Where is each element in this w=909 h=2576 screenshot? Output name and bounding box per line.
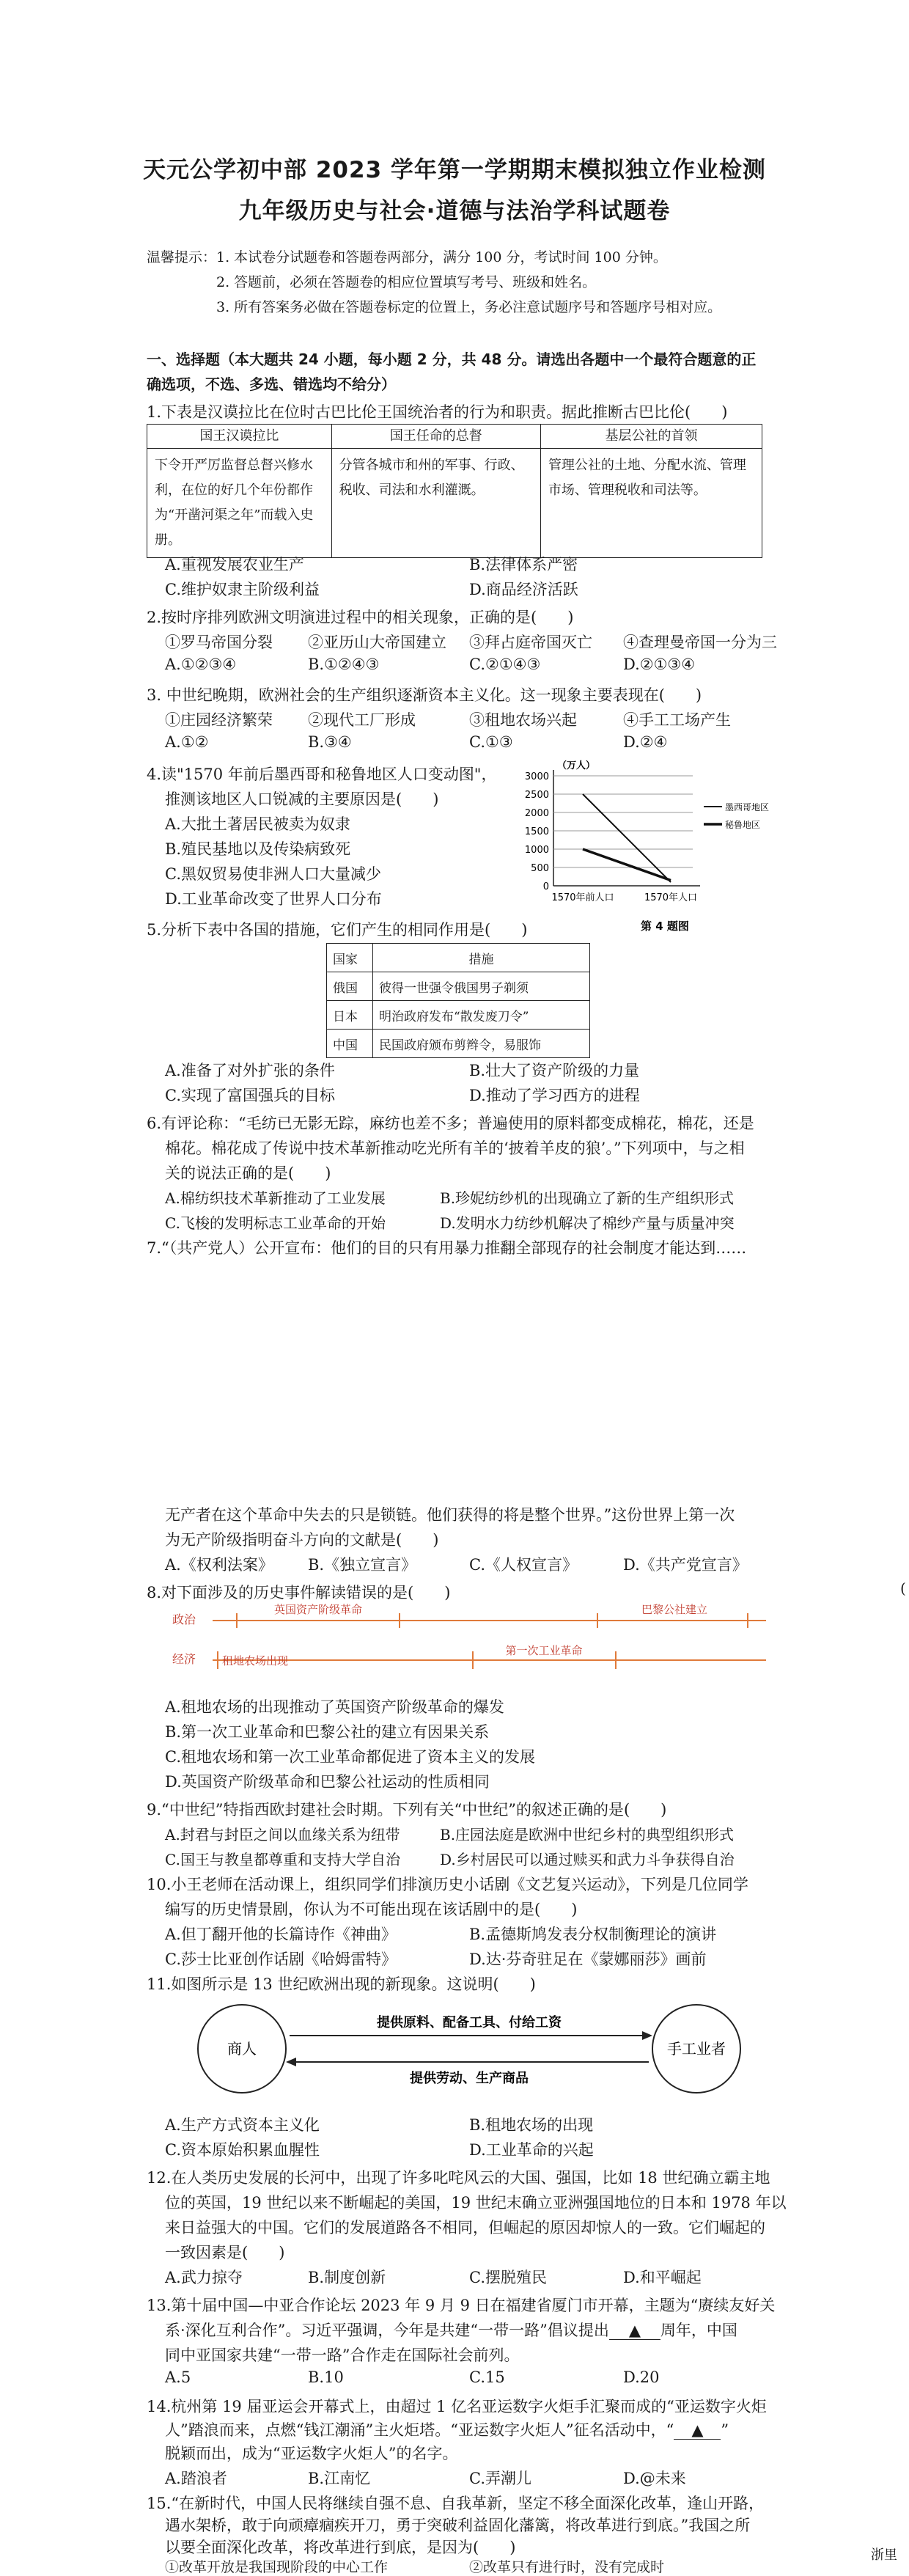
q15-item-2: ②改革只有进行时，没有完成时	[469, 2559, 665, 2575]
q15-line-3: 以要全面深化改革，将改革进行到底，是因为( )	[165, 2539, 516, 2556]
tip-2: 2. 答题前，必须在答题卷的相应位置填写考号、班级和姓名。	[216, 274, 597, 290]
q6-option-b: B.珍妮纺纱机的出现确立了新的生产组织形式	[440, 1189, 735, 1207]
q8-timeline	[158, 1603, 781, 1681]
q15-item-1: ①改革开放是我国现阶段的中心工作	[165, 2559, 389, 2575]
footer-watermark: 浙里	[871, 2547, 897, 2563]
q14-line-3: 脱颖而出，成为“亚运数字火炬人”的名字。	[165, 2445, 458, 2462]
q5-option-a: A.准备了对外扩张的条件	[165, 1062, 335, 1079]
q13-line-2-text: 系·深化互利合作”。习近平强调，今年是共建“一带一路”倡议提出	[165, 2322, 609, 2339]
q14-option-c: C.弄潮儿	[469, 2470, 531, 2487]
q5-option-d: D.推动了学习西方的进程	[469, 1087, 640, 1104]
q9-stem: 9.“中世纪”特指西欧封建社会时期。下列有关“中世纪”的叙述正确的是( )	[147, 1801, 667, 1819]
q13-blank: ▲	[609, 2322, 660, 2340]
q15-line-2: 遇水架桥，敢于向顽瘴痼疾开刀，勇于突破利益固化藩篱，将改革进行到底。”我国之所	[165, 2517, 751, 2534]
q1-header-governor: 国王任命的总督	[331, 425, 540, 449]
q2-stem: 2.按时序排列欧洲文明演进过程中的相关现象，正确的是( )	[147, 609, 574, 626]
q11-artisan-label: 手工业者	[667, 2040, 726, 2058]
q12-option-a: A.武力掠夺	[165, 2269, 243, 2286]
q11-diagram	[191, 1997, 748, 2100]
q12-line-1: 12.在人类历史发展的长河中，出现了许多叱咤风云的大国、强国，比如 18 世纪确立霸主地	[147, 2169, 770, 2187]
q10-option-d: D.达·芬奇驻足在《蒙娜丽莎》画前	[469, 1951, 707, 1968]
q3-option-d: D.②④	[623, 733, 668, 751]
q8-option-d: D.英国资产阶级革命和巴黎公社运动的性质相同	[165, 1773, 490, 1791]
q5-country-russia: 俄国	[327, 972, 373, 1001]
q6-line-2: 棉花。棉花成了传说中技术革新推动吃光所有羊的‘披着羊皮的狼’。”下列项中，与之相	[165, 1140, 745, 1157]
tip-1: 1. 本试卷分试题卷和答题卷两部分，满分 100 分，考试时间 100 分钟。	[216, 249, 667, 265]
tip-3: 3. 所有答案务必做在答题卷标定的位置上，务必注意试题序号和答题序号相对应。	[216, 299, 722, 315]
q4-chart-ylabel: （万人）	[557, 760, 596, 771]
tip-label: 温馨提示：	[147, 249, 217, 265]
q6-option-d: D.发明水力纺纱机解决了棉纱产量与质量冲突	[440, 1214, 735, 1232]
q4-population-chart	[502, 755, 792, 935]
q1-header-king: 国王汉谟拉比	[147, 425, 332, 449]
q3-item-1: ①庄园经济繁荣	[165, 711, 273, 729]
q5-stem: 5.分析下表中各国的措施，它们产生的相同作用是( )	[147, 921, 528, 939]
q7-stem-cont-2: 为无产阶级指明奋斗方向的文献是( )	[165, 1531, 439, 1549]
q9-option-c: C.国王与教皇都尊重和支持大学自治	[165, 1851, 400, 1868]
q14-option-b: B.江南忆	[308, 2470, 371, 2487]
q13-option-c: C.15	[469, 2368, 505, 2386]
q11-arrow-left-label: 提供劳动、生产商品	[410, 2071, 529, 2086]
q8-label-economy: 经济	[172, 1652, 196, 1666]
q8-event-leased-farms: 租地农场出现	[222, 1654, 289, 1667]
q1-option-b: B.法律体系严密	[469, 556, 578, 573]
q4-option-d: D.工业革命改变了世界人口分布	[165, 890, 382, 908]
q11-arrow-right-label: 提供原料、配备工具、付给工资	[377, 2015, 562, 2030]
q5-country-china: 中国	[327, 1030, 373, 1058]
q12-line-2: 位的英国，19 世纪以来不断崛起的美国，19 世纪末确立亚洲强国地位的日本和 1978 年以	[165, 2194, 787, 2212]
q9-option-a: A.封君与封臣之间以血缘关系为纽带	[165, 1826, 400, 1843]
q12-option-c: C.摆脱殖民	[469, 2269, 547, 2286]
q9-option-b: B.庄园法庭是欧洲中世纪乡村的典型组织形式	[440, 1826, 735, 1843]
q4-y-tick-label: 3000	[524, 771, 549, 782]
q14-option-d: D.@未来	[623, 2470, 686, 2487]
q4-y-tick-label: 0	[542, 881, 549, 892]
q11-merchant-label: 商人	[227, 2040, 257, 2058]
q11-arrowhead-left	[286, 2058, 296, 2066]
q12-option-d: D.和平崛起	[623, 2269, 702, 2286]
q8-event-english-revolution: 英国资产阶级革命	[273, 1603, 363, 1616]
q3-item-4: ④手工工场产生	[623, 711, 731, 729]
q4-y-tick-label: 1000	[524, 845, 549, 856]
q14-line-2	[165, 2418, 729, 2440]
q4-option-a: A.大批土著居民被卖为奴隶	[165, 815, 350, 833]
q5-country-japan: 日本	[327, 1001, 373, 1030]
q8-option-a: A.租地农场的出现推动了英国资产阶级革命的爆发	[165, 1698, 504, 1716]
q1-option-d: D.商品经济活跃	[469, 581, 578, 598]
q14-blank: ▲	[674, 2421, 721, 2440]
q6-option-a: A.棉纺织技术革新推动了工业发展	[165, 1189, 386, 1207]
q14-line-2-text: 人”踏浪而来，点燃“钱江潮涌”主火炬塔。“亚运数字火炬人”征名活动中，“	[165, 2421, 674, 2439]
q13-line-2	[165, 2319, 737, 2341]
q14-option-a: A.踏浪者	[165, 2470, 227, 2487]
q2-option-c: C.②①④③	[469, 656, 541, 673]
q10-option-b: B.孟德斯鸠发表分权制衡理论的演讲	[469, 1926, 717, 1943]
q4-stem-1: 4.读"1570 年前后墨西哥和秘鲁地区人口变动图"，	[147, 766, 497, 783]
q9-option-d: D.乡村居民可以通过赎买和武力斗争获得自治	[440, 1851, 735, 1868]
q11-option-d: D.工业革命的兴起	[469, 2141, 594, 2159]
q7-option-a: A.《权利法案》	[165, 1556, 273, 1574]
q5-measure-china: 民国政府颁布剪辫令，易服饰	[373, 1030, 590, 1058]
q13-line-2-end: 周年，中国	[660, 2322, 737, 2339]
q1-table	[147, 424, 762, 558]
q2-item-4: ④查理曼帝国一分为三	[623, 634, 777, 651]
q4-y-tick-label: 500	[531, 863, 549, 874]
q4-y-tick-label: 2000	[524, 808, 549, 819]
q8-stem: 8.对下面涉及的历史事件解读错误的是( )	[147, 1584, 451, 1601]
q7-stem-cont-1: 无产者在这个革命中失去的只是锁链。他们获得的将是整个世界。”这份世界上第一次	[165, 1506, 735, 1524]
q4-option-b: B.殖民基地以及传染病致死	[165, 840, 351, 858]
q4-option-c: C.黑奴贸易使非洲人口大量减少	[165, 865, 381, 883]
q13-line-1: 13.第十届中国—中亚合作论坛 2023 年 9 月 9 日在福建省厦门市开幕，主题为“赓续友好关	[147, 2297, 776, 2314]
q4-stem-2: 推测该地区人口锐减的主要原因是( )	[165, 790, 439, 808]
q11-option-b: B.租地农场的出现	[469, 2116, 594, 2134]
q5-header-measure: 措施	[373, 944, 590, 972]
q14-line-2-end: ”	[721, 2421, 729, 2439]
right-edge-mark: (	[900, 1579, 906, 1597]
q2-item-1: ①罗马帝国分裂	[165, 634, 273, 651]
q13-option-b: B.10	[308, 2368, 344, 2386]
section-heading-2: 确选项，不选、多选、错选均不给分）	[147, 375, 396, 393]
q1-cell-commune: 管理公社的土地、分配水流、管理市场、管理税收和司法等。	[540, 449, 762, 558]
q11-stem: 11.如图所示是 13 世纪欧洲出现的新现象。这说明( )	[147, 1975, 536, 1993]
q1-header-commune: 基层公社的首领	[540, 425, 762, 449]
q3-item-3: ③租地农场兴起	[469, 711, 577, 729]
q6-line-3: 关的说法正确的是( )	[165, 1164, 331, 1182]
q2-item-3: ③拜占庭帝国灭亡	[469, 634, 592, 651]
q12-line-4: 一致因素是( )	[165, 2244, 285, 2261]
q7-option-d: D.《共产党宣言》	[623, 1556, 748, 1574]
q4-y-tick-label: 2500	[524, 790, 549, 801]
q5-header-country: 国家	[327, 944, 373, 972]
q6-option-c: C.飞梭的发明标志工业革命的开始	[165, 1214, 386, 1232]
q11-option-c: C.资本原始积累血腥性	[165, 2141, 320, 2159]
exam-title: 天元公学初中部 2023 学年第一学期期末模拟独立作业检测	[143, 157, 766, 183]
q11-option-a: A.生产方式资本主义化	[165, 2116, 320, 2134]
q8-option-b: B.第一次工业革命和巴黎公社的建立有因果关系	[165, 1723, 490, 1741]
q3-option-a: A.①②	[165, 733, 209, 751]
q6-line-1: 6.有评论称：“毛纺已无影无踪，麻纺也差不多；普遍使用的原料都变成棉花，棉花，还是	[147, 1115, 754, 1132]
q7-option-c: C.《人权宣言》	[469, 1556, 578, 1574]
q4-legend-label: 秘鲁地区	[725, 820, 761, 830]
q1-cell-governor: 分管各城市和州的军事、行政、税收、司法和水利灌溉。	[331, 449, 540, 558]
q1-cell-king: 下令开严厉监督总督兴修水利，在位的好几个年份都作为“开凿河渠之年”而载入史册。	[147, 449, 332, 558]
q3-option-b: B.③④	[308, 733, 352, 751]
q5-option-b: B.壮大了资产阶级的力量	[469, 1062, 640, 1079]
q3-option-c: C.①③	[469, 733, 513, 751]
q8-event-paris-commune: 巴黎公社建立	[641, 1603, 708, 1616]
q8-event-industrial-revolution: 第一次工业革命	[505, 1644, 583, 1657]
q13-option-a: A.5	[165, 2368, 191, 2386]
q15-line-1: 15.“在新时代，中国人民将继续自强不息、自我革新，坚定不移全面深化改革，逢山开路，	[147, 2495, 765, 2512]
section-heading-1: 一、选择题（本大题共 24 小题，每小题 2 分，共 48 分。请选出各题中一个最符合题意的正	[147, 351, 757, 368]
q7-option-b: B.《独立宣言》	[308, 1556, 417, 1574]
q10-line-1: 10.小王老师在活动课上，组织同学们排演历史小话剧《文艺复兴运动》，下列是几位同学	[147, 1876, 748, 1893]
q5-measure-russia: 彼得一世强令俄国男子剃须	[373, 972, 590, 1001]
q12-line-3: 来日益强大的中国。它们的发展道路各不相同，但崛起的原因却惊人的一致。它们崛起的	[165, 2219, 765, 2236]
q10-line-2: 编写的历史情景剧，你认为不可能出现在该话剧中的是( )	[165, 1901, 578, 1918]
q13-line-3: 同中亚国家共建“一带一路”合作走在国际社会前列。	[165, 2346, 520, 2364]
q5-measure-japan: 明治政府发布“散发废刀令”	[373, 1001, 590, 1030]
q5-table	[326, 943, 590, 1058]
q4-chart-caption: 第 4 题图	[641, 920, 689, 933]
q5-option-c: C.实现了富国强兵的目标	[165, 1087, 335, 1104]
q3-stem: 3. 中世纪晚期，欧洲社会的生产组织逐渐资本主义化。这一现象主要表现在( )	[147, 686, 702, 704]
q14-line-1: 14.杭州第 19 届亚运会开幕式上，由超过 1 亿名亚运数字火炬手汇聚而成的“亚运数字火炬	[147, 2398, 767, 2415]
q8-option-c: C.租地农场和第一次工业革命都促进了资本主义的发展	[165, 1748, 535, 1766]
q7-stem: 7.“（共产党人）公开宣布：他们的目的只有用暴力推翻全部现存的社会制度才能达到……	[147, 1239, 747, 1257]
q4-legend-label: 墨西哥地区	[725, 802, 770, 812]
q2-option-a: A.①②③④	[165, 656, 237, 673]
q3-item-2: ②现代工厂形成	[308, 711, 416, 729]
q12-option-b: B.制度创新	[308, 2269, 386, 2286]
q4-y-tick-label: 1500	[524, 826, 549, 837]
q8-label-politics: 政治	[172, 1612, 196, 1626]
q10-option-a: A.但丁翻开他的长篇诗作《神曲》	[165, 1926, 397, 1943]
exam-subtitle: 九年级历史与社会·道德与法治学科试题卷	[238, 198, 671, 224]
q4-series-line	[583, 794, 671, 882]
q1-option-a: A.重视发展农业生产	[165, 556, 304, 573]
q10-option-c: C.莎士比亚创作话剧《哈姆雷特》	[165, 1951, 397, 1968]
q4-series-line	[583, 849, 671, 881]
q2-option-d: D.②①③④	[623, 656, 696, 673]
q2-option-b: B.①②④③	[308, 656, 380, 673]
q2-item-2: ②亚历山大帝国建立	[308, 634, 446, 651]
q1-stem: 1.下表是汉谟拉比在位时古巴比伦王国统治者的行为和职责。据此推断古巴比伦( )	[147, 403, 728, 421]
q4-x-tick-label: 1570年前人口	[551, 892, 614, 903]
q4-x-tick-label: 1570年人口	[644, 892, 698, 903]
q11-arrowhead-right	[642, 2031, 652, 2040]
q13-option-d: D.20	[623, 2368, 660, 2386]
q1-option-c: C.维护奴隶主阶级利益	[165, 581, 320, 598]
